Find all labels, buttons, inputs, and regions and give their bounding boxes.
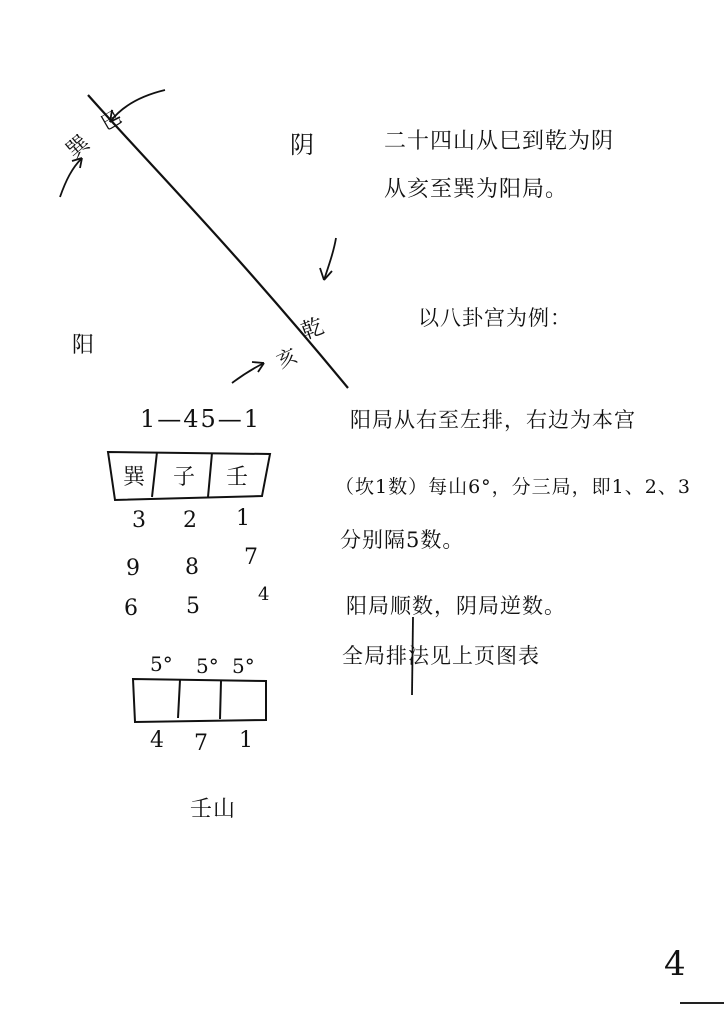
explanation-line-3: 分别隔5数。 [340, 528, 465, 552]
note-line-1: 二十四山从巳到乾为阴 [384, 129, 615, 154]
table-row-1-col-2: 2 [183, 508, 197, 533]
table-cell-2: 子 [172, 465, 195, 490]
bottom-number-3: 1 [239, 728, 253, 753]
arrow-to-hai [232, 363, 264, 383]
table-cell-1: 巽 [122, 465, 145, 490]
bottom-box [133, 679, 266, 722]
label-si: 巳 [96, 104, 127, 136]
bottom-number-2: 7 [194, 731, 208, 756]
table-row-2-col-1: 9 [126, 556, 140, 581]
degree-2: 5° [196, 654, 219, 678]
bottom-caption: 壬山 [190, 797, 237, 822]
explanation-line-5: 全局排法见上页图表 [342, 644, 540, 668]
label-yin: 阴 [290, 131, 315, 159]
label-xun: 巽 [61, 130, 96, 165]
table-row-3-col-2: 5 [186, 594, 200, 619]
label-hai: 亥 [272, 342, 302, 374]
bottom-number-1: 4 [150, 728, 164, 753]
label-yang: 阳 [72, 333, 96, 358]
note-line-3: 以八卦宫为例： [418, 306, 572, 330]
page-number: 4 [664, 944, 686, 984]
table-header: 1—45—1 [140, 405, 262, 433]
table-row-1-col-1: 3 [132, 508, 146, 533]
table-row-2-col-2: 8 [185, 555, 199, 580]
explanation-line-2: （坎1数）每山6°，分三局，即1、2、3 [335, 476, 691, 498]
explanation-line-4: 阳局顺数，阴局逆数。 [346, 594, 566, 618]
table-row-1-col-3: 1 [236, 506, 250, 531]
note-line-2: 从亥至巽为阳局。 [384, 177, 569, 202]
label-qian: 乾 [298, 313, 329, 346]
table-cell-3: 壬 [225, 465, 248, 490]
table-row-3-col-1: 6 [124, 596, 138, 621]
explanation-line-1: 阳局从右至左排，右边为本宫 [350, 408, 636, 432]
degree-3: 5° [232, 654, 255, 678]
table-row-2-col-3: 7 [244, 545, 258, 570]
table-row-3-col-3: 4 [258, 584, 270, 605]
degree-1: 5° [150, 652, 173, 676]
